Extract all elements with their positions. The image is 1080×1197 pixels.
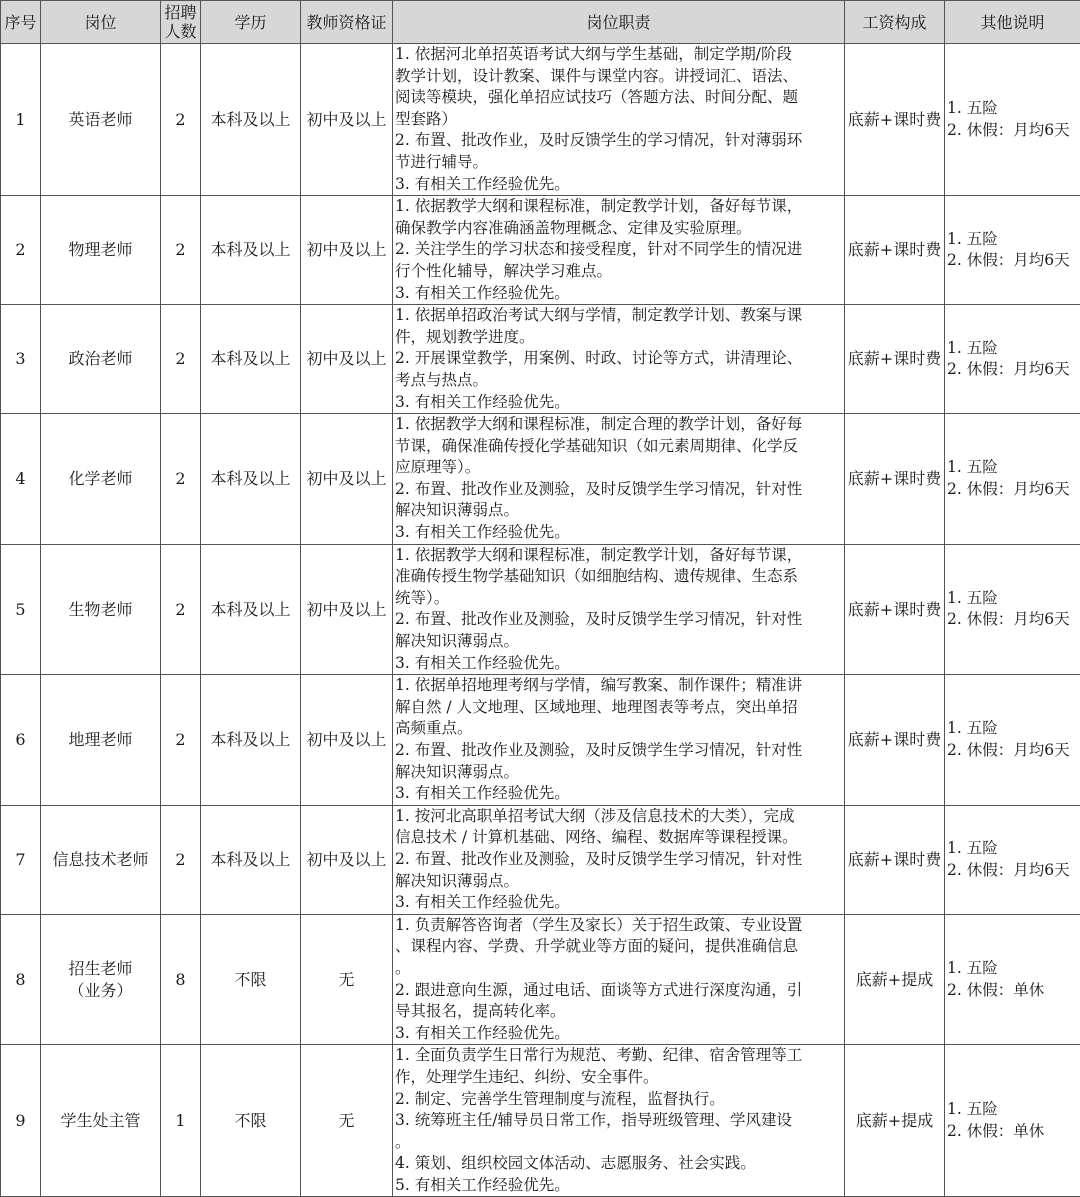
position-cell xyxy=(41,196,161,305)
notes-cell xyxy=(945,44,1080,196)
duty-line: 阅读等模块，强化单招应试技巧（答题方法、时间分配、题 xyxy=(395,87,843,109)
position-line: （业务） xyxy=(41,980,160,1002)
duty-line: 准确传授生物学基础知识（如细胞结构、遗传规律、生态系 xyxy=(395,566,843,588)
duty-line: 1. 依据教学大纲和课程标准，制定合理的教学计划，备好每 xyxy=(395,414,843,436)
position-cell xyxy=(41,675,161,806)
header-duties: 岗位职责 xyxy=(393,1,845,44)
duty-line: 解决知识薄弱点。 xyxy=(395,500,843,522)
duty-line: 、课程内容、学费、升学就业等方面的疑问，提供准确信息 xyxy=(395,936,843,958)
row-number: 5 xyxy=(1,544,41,675)
duty-line: 3. 有相关工作经验优先。 xyxy=(395,783,843,805)
position-line: 信息技术老师 xyxy=(41,849,160,871)
duty-line: 高频重点。 xyxy=(395,718,843,740)
row-number: 7 xyxy=(1,805,41,914)
header-row xyxy=(1,1,1080,44)
count-cell: 2 xyxy=(161,305,201,414)
duty-line: 统等）。 xyxy=(395,588,843,610)
position-cell xyxy=(41,1045,161,1197)
duty-line: 3. 有相关工作经验优先。 xyxy=(395,522,843,544)
count-cell: 2 xyxy=(161,675,201,806)
notes-cell xyxy=(945,305,1080,414)
duty-line: 3. 统筹班主任/辅导员日常工作，指导班级管理、学风建设 xyxy=(395,1110,843,1132)
position-line: 生物老师 xyxy=(41,599,160,621)
note-line: 1. 五险 xyxy=(947,338,1080,360)
table-row xyxy=(1,805,1080,914)
duty-line: 件，规划教学进度。 xyxy=(395,327,843,349)
duty-line: 解决知识薄弱点。 xyxy=(395,762,843,784)
row-number: 4 xyxy=(1,414,41,545)
duty-line: 5. 有相关工作经验优先。 xyxy=(395,1175,843,1197)
duty-line: 确保教学内容准确涵盖物理概念、定律及实验原理。 xyxy=(395,218,843,240)
education-cell: 本科及以上 xyxy=(201,305,301,414)
duty-line: 3. 有相关工作经验优先。 xyxy=(395,283,843,305)
note-line: 2. 休假：单休 xyxy=(947,1121,1080,1143)
education-cell: 不限 xyxy=(201,1045,301,1197)
duties-cell xyxy=(393,675,845,806)
duty-line: 行个性化辅导，解决学习难点。 xyxy=(395,261,843,283)
salary-cell: 底薪+课时费 xyxy=(845,414,945,545)
duty-line: 节进行辅导。 xyxy=(395,152,843,174)
duties-cell xyxy=(393,544,845,675)
duty-line: 应原理等）。 xyxy=(395,457,843,479)
row-number: 1 xyxy=(1,44,41,196)
duty-line: 解自然 / 人文地理、区域地理、地理图表等考点，突出单招 xyxy=(395,697,843,719)
duty-line: 2. 布置、批改作业及测验，及时反馈学生学习情况，针对性 xyxy=(395,609,843,631)
education-cell: 本科及以上 xyxy=(201,805,301,914)
education-cell: 本科及以上 xyxy=(201,544,301,675)
duty-line: 信息技术 / 计算机基础、网络、编程、数据库等课程授课。 xyxy=(395,827,843,849)
cert-cell: 无 xyxy=(301,914,393,1045)
note-line: 1. 五险 xyxy=(947,1099,1080,1121)
salary-cell: 底薪+课时费 xyxy=(845,544,945,675)
duty-line: 作，处理学生违纪、纠纷、安全事件。 xyxy=(395,1067,843,1089)
position-line: 地理老师 xyxy=(41,729,160,751)
row-number: 8 xyxy=(1,914,41,1045)
note-line: 1. 五险 xyxy=(947,457,1080,479)
notes-cell xyxy=(945,1045,1080,1197)
table-row xyxy=(1,1045,1080,1197)
duty-line: 1. 依据单招政治考试大纲与学情，制定教学计划、教案与课 xyxy=(395,305,843,327)
note-line: 2. 休假：月均6天 xyxy=(947,479,1080,501)
note-line: 1. 五险 xyxy=(947,588,1080,610)
header-salary: 工资构成 xyxy=(845,1,945,44)
note-line: 1. 五险 xyxy=(947,98,1080,120)
duty-line: 3. 有相关工作经验优先。 xyxy=(395,653,843,675)
note-line: 2. 休假：月均6天 xyxy=(947,860,1080,882)
position-line: 政治老师 xyxy=(41,348,160,370)
education-cell: 不限 xyxy=(201,914,301,1045)
duty-line: 3. 有相关工作经验优先。 xyxy=(395,892,843,914)
salary-cell: 底薪+课时费 xyxy=(845,675,945,806)
notes-cell xyxy=(945,675,1080,806)
note-line: 2. 休假：月均6天 xyxy=(947,250,1080,272)
duty-line: 3. 有相关工作经验优先。 xyxy=(395,392,843,414)
row-number: 9 xyxy=(1,1045,41,1197)
duty-line: 1. 依据河北单招英语考试大纲与学生基础，制定学期/阶段 xyxy=(395,44,843,66)
count-cell: 2 xyxy=(161,196,201,305)
note-line: 2. 休假：单休 xyxy=(947,980,1080,1002)
position-line: 学生处主管 xyxy=(41,1110,160,1132)
table-row xyxy=(1,414,1080,545)
note-line: 2. 休假：月均6天 xyxy=(947,120,1080,142)
duty-line: 。 xyxy=(395,958,843,980)
position-cell xyxy=(41,805,161,914)
duty-line: 型套路） xyxy=(395,109,843,131)
note-line: 1. 五险 xyxy=(947,958,1080,980)
note-line: 2. 休假：月均6天 xyxy=(947,609,1080,631)
duty-line: 。 xyxy=(395,1132,843,1154)
header-cert: 教师资格证 xyxy=(301,1,393,44)
duty-line: 解决知识薄弱点。 xyxy=(395,871,843,893)
duty-line: 1. 负责解答咨询者（学生及家长）关于招生政策、专业设置 xyxy=(395,915,843,937)
count-cell: 8 xyxy=(161,914,201,1045)
duty-line: 4. 策划、组织校园文体活动、志愿服务、社会实践。 xyxy=(395,1153,843,1175)
header-no: 序号 xyxy=(1,1,41,44)
duty-line: 1. 按河北高职单招考试大纲（涉及信息技术的大类），完成 xyxy=(395,806,843,828)
cert-cell: 初中及以上 xyxy=(301,305,393,414)
duty-line: 1. 依据单招地理考纲与学情，编写教案、制作课件；精准讲 xyxy=(395,675,843,697)
row-number: 2 xyxy=(1,196,41,305)
duties-cell xyxy=(393,1045,845,1197)
note-line: 1. 五险 xyxy=(947,718,1080,740)
duty-line: 考点与热点。 xyxy=(395,370,843,392)
table-row xyxy=(1,196,1080,305)
notes-cell xyxy=(945,196,1080,305)
cert-cell: 初中及以上 xyxy=(301,196,393,305)
position-line: 招生老师 xyxy=(41,958,160,980)
duty-line: 2. 布置、批改作业及测验，及时反馈学生学习情况，针对性 xyxy=(395,740,843,762)
count-cell: 2 xyxy=(161,805,201,914)
position-cell xyxy=(41,414,161,545)
table-row xyxy=(1,544,1080,675)
note-line: 2. 休假：月均6天 xyxy=(947,740,1080,762)
position-cell xyxy=(41,544,161,675)
salary-cell: 底薪+课时费 xyxy=(845,196,945,305)
duty-line: 2. 布置、批改作业及测验，及时反馈学生学习情况，针对性 xyxy=(395,849,843,871)
table-row xyxy=(1,305,1080,414)
salary-cell: 底薪+提成 xyxy=(845,1045,945,1197)
salary-cell: 底薪+课时费 xyxy=(845,305,945,414)
notes-cell xyxy=(945,805,1080,914)
count-cell: 2 xyxy=(161,44,201,196)
duty-line: 2. 制定、完善学生管理制度与流程，监督执行。 xyxy=(395,1089,843,1111)
duty-line: 2. 开展课堂教学，用案例、时政、讨论等方式，讲清理论、 xyxy=(395,348,843,370)
cert-cell: 初中及以上 xyxy=(301,675,393,806)
row-number: 3 xyxy=(1,305,41,414)
count-cell: 2 xyxy=(161,544,201,675)
note-line: 2. 休假：月均6天 xyxy=(947,359,1080,381)
notes-cell xyxy=(945,414,1080,545)
duty-line: 3. 有相关工作经验优先。 xyxy=(395,1023,843,1045)
notes-cell xyxy=(945,914,1080,1045)
duties-cell xyxy=(393,414,845,545)
duty-line: 2. 布置、批改作业，及时反馈学生的学习情况，针对薄弱环 xyxy=(395,130,843,152)
education-cell: 本科及以上 xyxy=(201,414,301,545)
header-notes: 其他说明 xyxy=(945,1,1080,44)
duty-line: 2. 跟进意向生源，通过电话、面谈等方式进行深度沟通，引 xyxy=(395,980,843,1002)
duty-line: 教学计划，设计教案、课件与课堂内容。讲授词汇、语法、 xyxy=(395,66,843,88)
position-line: 化学老师 xyxy=(41,468,160,490)
education-cell: 本科及以上 xyxy=(201,44,301,196)
header-education: 学历 xyxy=(201,1,301,44)
count-cell: 1 xyxy=(161,1045,201,1197)
duties-cell xyxy=(393,914,845,1045)
duties-cell xyxy=(393,44,845,196)
duty-line: 1. 全面负责学生日常行为规范、考勤、纪律、宿舍管理等工 xyxy=(395,1045,843,1067)
position-line: 物理老师 xyxy=(41,239,160,261)
cert-cell: 无 xyxy=(301,1045,393,1197)
salary-cell: 底薪+提成 xyxy=(845,914,945,1045)
education-cell: 本科及以上 xyxy=(201,675,301,806)
education-cell: 本科及以上 xyxy=(201,196,301,305)
table-row xyxy=(1,675,1080,806)
duty-line: 2. 布置、批改作业及测验，及时反馈学生学习情况，针对性 xyxy=(395,479,843,501)
position-cell xyxy=(41,305,161,414)
duty-line: 1. 依据教学大纲和课程标准，制定教学计划，备好每节课， xyxy=(395,196,843,218)
count-cell: 2 xyxy=(161,414,201,545)
position-cell xyxy=(41,914,161,1045)
duty-line: 解决知识薄弱点。 xyxy=(395,631,843,653)
duties-cell xyxy=(393,805,845,914)
cert-cell: 初中及以上 xyxy=(301,805,393,914)
salary-cell: 底薪+课时费 xyxy=(845,805,945,914)
duty-line: 2. 关注学生的学习状态和接受程度，针对不同学生的情况进 xyxy=(395,239,843,261)
duty-line: 3. 有相关工作经验优先。 xyxy=(395,174,843,196)
duty-line: 导其报名，提高转化率。 xyxy=(395,1001,843,1023)
duty-line: 节课，确保准确传授化学基础知识（如元素周期律、化学反 xyxy=(395,436,843,458)
row-number: 6 xyxy=(1,675,41,806)
header-position: 岗位 xyxy=(41,1,161,44)
duty-line: 1. 依据教学大纲和课程标准，制定教学计划，备好每节课， xyxy=(395,545,843,567)
cert-cell: 初中及以上 xyxy=(301,44,393,196)
cert-cell: 初中及以上 xyxy=(301,414,393,545)
salary-cell: 底薪+课时费 xyxy=(845,44,945,196)
note-line: 1. 五险 xyxy=(947,229,1080,251)
note-line: 1. 五险 xyxy=(947,838,1080,860)
cert-cell: 初中及以上 xyxy=(301,544,393,675)
duties-cell xyxy=(393,196,845,305)
notes-cell xyxy=(945,544,1080,675)
header-count: 招聘 人数 xyxy=(161,1,201,44)
table-row xyxy=(1,914,1080,1045)
position-line: 英语老师 xyxy=(41,109,160,131)
position-cell xyxy=(41,44,161,196)
duties-cell xyxy=(393,305,845,414)
table-row xyxy=(1,44,1080,196)
